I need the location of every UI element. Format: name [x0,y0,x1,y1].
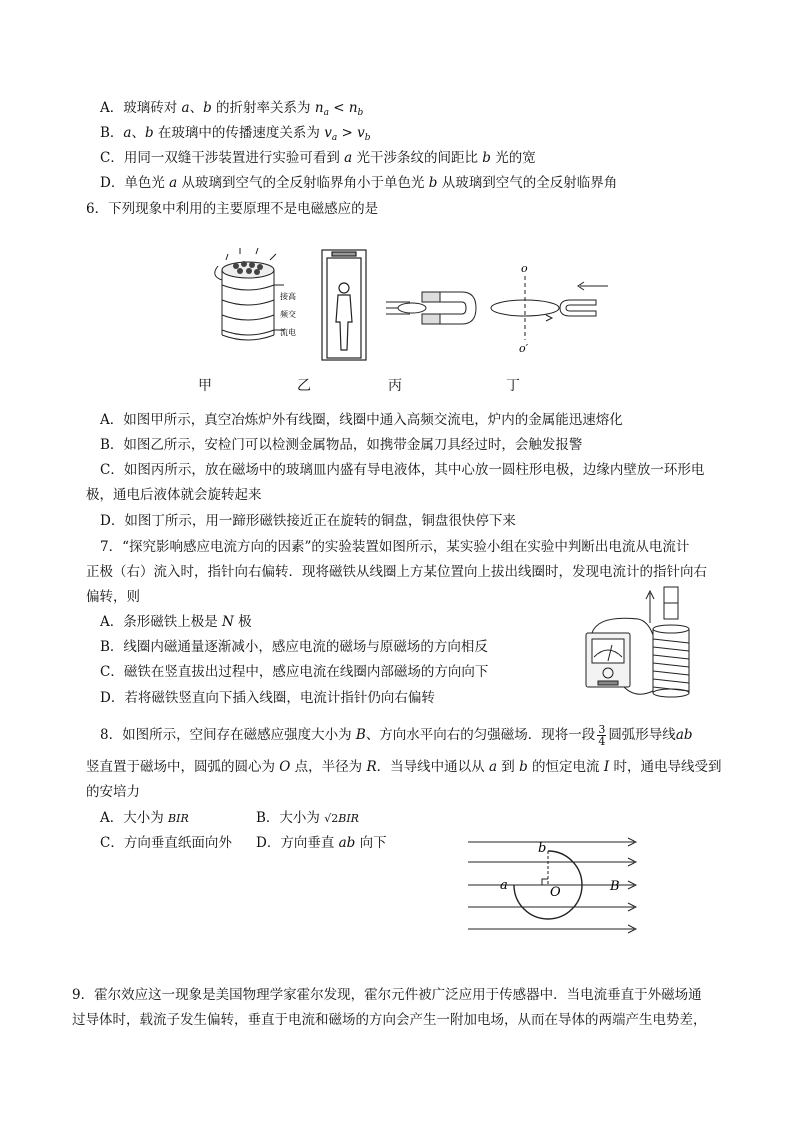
figure-label-bing: 丙 [388,378,402,394]
coil-label-2: 频交 [280,310,296,319]
q8-stem-1: 8．如图所示，空间存在磁感应强度大小为 B、方向水平向右的匀强磁场．现将一段 $\frac{3}{4}$ 圆弧形导线ab [100,723,693,748]
axis-bottom-label: o′ [519,342,529,355]
q7-stem-3: 偏转，则 [86,589,140,605]
security-gate-image [322,250,366,360]
q5-option-c: C．用同一双缝干涉装置进行实验可看到 a 光干涉条纹的间距比 b 光的宽 [100,150,536,166]
q8-option-c: C．方向垂直纸面向外 [100,835,232,851]
q9-stem-2: 过导体时，载流子发生偏转，垂直于电流和磁场的方向会产生一附加电场，从而在导体的两端产生电势差， [72,1012,707,1028]
q8-option-d: D．方向垂直 ab 向下 [256,835,387,851]
q7-option-d: D．若将磁铁竖直向下插入线圈，电流计指针仍向右偏转 [100,690,435,706]
q6-option-a: A．如图甲所示，真空冶炼炉外有线圈，线圈中通入高频交流电，炉内的金属能迅速熔化 [100,412,623,428]
q7-option-a: A．条形磁铁上极是 N 极 [100,614,252,630]
q5-option-b: B．a、b 在玻璃中的传播速度关系为 $v_a > v_b$ [100,125,371,143]
q9-stem-1: 9．霍尔效应这一现象是美国物理学家霍尔发现，霍尔元件被广泛应用于传感器中．当电流垂直于外磁场通 [72,987,702,1003]
figure-label-jia: 甲 [198,378,212,394]
axis-top-label: o [521,262,528,275]
q6-option-c-cont: 极，通电后液体就会旋转起来 [86,487,262,503]
q6-option-c: C．如图丙所示，放在磁场中的玻璃皿内盛有导电液体，其中心放一圆柱形电极，边缘内壁放一环形电 [100,462,705,478]
furnace-coil-image [215,248,284,340]
q6-option-d: D．如图丁所示，用一蹄形磁铁接近正在旋转的铜盘，铜盘很快停下来 [100,513,516,529]
figure-label-ding: 丁 [506,378,520,394]
q6-option-b: B．如图乙所示，安检门可以检测金属物品，如携带金属刀具经过时，会触发报警 [100,437,583,453]
coil-label-1: 接高 [280,292,296,301]
q5-option-a: A．玻璃砖对 a、b 的折射率关系为 $n_a < n_b$ [100,100,364,118]
label-a: a [500,878,508,893]
q7-galvanometer-coil-figure [578,585,702,703]
q6-stem: 6．下列现象中利用的主要原理不是电磁感应的是 [86,201,379,217]
q8-option-b: B．大小为 √2BIR [256,810,359,826]
coil-label-3: 流电 [280,328,296,337]
q8-stem-2: 竖直置于磁场中，圆弧的圆心为 O 点，半径为 R．当导线中通以从 a 到 b 的恒定电流 I 时，通电导线受到 [86,759,722,775]
q6-figure [200,240,630,370]
q8-arc-field-figure [462,830,642,940]
q7-option-b: B．线圈内磁通量逐渐减小，感应电流的磁场与原磁场的方向相反 [100,639,488,655]
q5-option-d: D．单色光 a 从玻璃到空气的全反射临界角小于单色光 b 从玻璃到空气的全反射临界角 [100,175,618,191]
figure-label-yi: 乙 [297,378,311,394]
label-b: b [538,841,547,856]
label-O: O [550,885,561,900]
q7-stem-1: 7．“探究影响感应电流方向的因素”的实验装置如图所示，某实验小组在实验中判断出电流从电流计 [100,539,690,555]
q7-option-c: C．磁铁在竖直拔出过程中，感应电流在线圈内部磁场的方向向下 [100,664,489,680]
q7-stem-2: 正极（右）流入时，指针向右偏转．现将磁铁从线圈上方某位置向上拔出线圈时，发现电流计的指针向右 [86,564,707,580]
label-B: B [610,879,620,894]
copper-disk-image [491,276,608,340]
q8-option-a: A．大小为 BIR [100,810,189,826]
magnet-dish-image [386,292,476,324]
q8-stem-3: 的安培力 [86,784,140,800]
fraction-three-quarters: $\frac{3}{4}$ [598,723,606,748]
